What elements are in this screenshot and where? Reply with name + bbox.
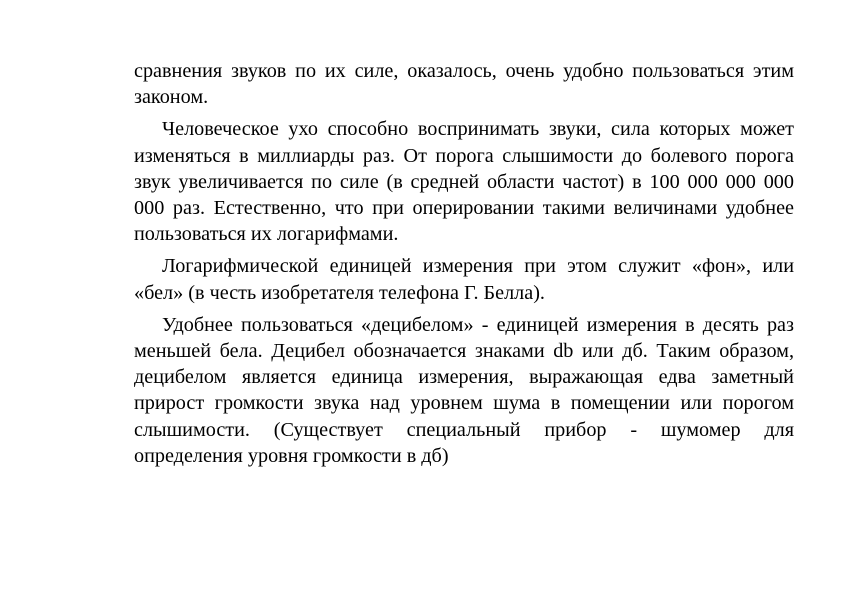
paragraph-hearing-range: Человеческое ухо способно воспринимать звуки, сила которых может изменяться в миллиарды раз. От порога слышимости до болевого порога звук увеличивается по силе (в средней области частот) в 100 000 000 000 000 раз. Естественно, что при оперировании такими величинами удобнее пользоваться их логарифмами. — [134, 118, 794, 246]
paragraph-bel-unit: Логарифмической единицей измерения при этом служит «фон», или «бел» (в честь изобретателя телефона Г. Белла). — [134, 255, 794, 304]
document-page — [134, 58, 794, 469]
paragraph-continuation: сравнения звуков по их силе, оказалось, очень удобно пользоваться этим законом. — [134, 60, 794, 109]
paragraph-decibel: Удобнее пользоваться «децибелом» - единицей измерения в десять раз меньшей бела. Децибел обозначается знаками db или дб. Таким образом, децибелом является единица измерения, выражающая едва заметный прирост громкости звука над уровнем шума в помещении или порогом слышимости. (Существует специальный прибор - шумомер для определения уровня громкости в дб) — [134, 313, 794, 467]
